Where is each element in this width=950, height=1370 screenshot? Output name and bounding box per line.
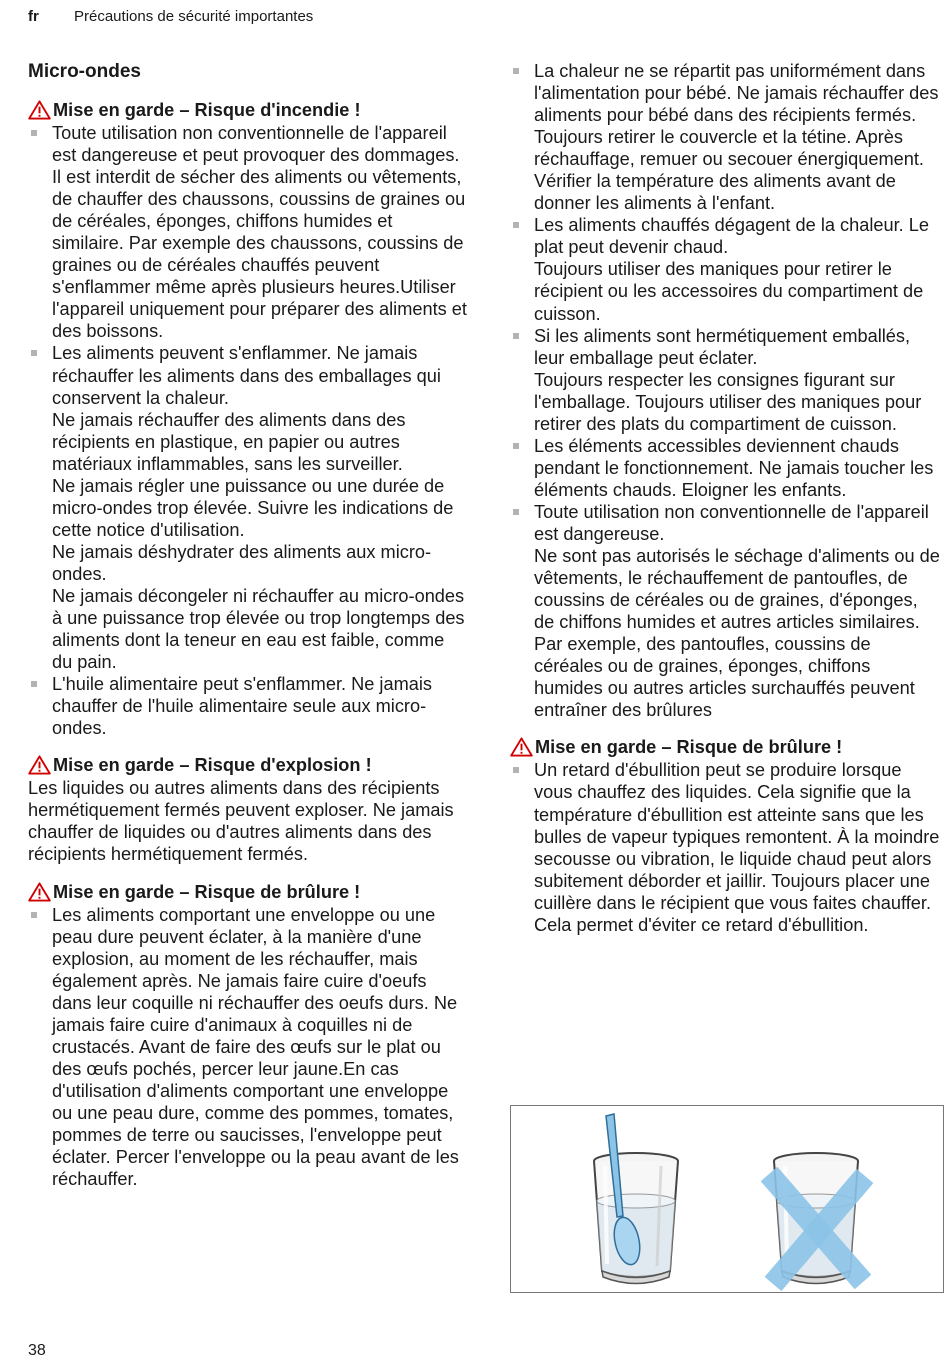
list-item xyxy=(510,501,942,721)
warning-triangle-icon xyxy=(28,100,51,120)
item-paragraph: Les aliments peuvent s'enflammer. Ne jamais réchauffer les aliments dans des emballages qui conservent la chaleur. xyxy=(52,343,441,408)
item-paragraph: Les aliments comportant une enveloppe ou une peau dure peuvent éclater, à la manière d'une explosion, au moment de les réchauffer, mais également après. Ne jamais faire cuire d'oeufs dans leur coquille ni réchauffer des oeufs durs. Ne jamais faire cuire d'animaux à coquilles ni de crustacés. Avant de faire des œufs sur le plat ou des œufs pochés, percer leur jaune.En cas d'utilisation d'aliments comportant une enveloppe ou une peau dure, comme des pommes, tomates, pommes de terre ou saucisses, l'enveloppe peut éclater. Percer l'enveloppe ou la peau avant de les réchauffer. xyxy=(52,904,459,1190)
warning-heading-text: Mise en garde – Risque d'incendie ! xyxy=(53,100,361,120)
fire-warning-list xyxy=(28,122,468,739)
explosion-warning-heading xyxy=(28,753,468,777)
list-item xyxy=(510,60,942,214)
fire-warning xyxy=(28,98,468,739)
warning-heading-text: Mise en garde – Risque de brûlure ! xyxy=(53,881,361,902)
list-item xyxy=(28,342,468,673)
item-paragraph: Ne sont pas autorisés le séchage d'aliments ou de vêtements, le réchauffement de pantoufles, de coussins de céréales ou de graines, d'éponges, de chiffons humides et autres articles similaires. xyxy=(534,546,940,633)
item-paragraph: Ne jamais réchauffer des aliments dans des récipients en plastique, en papier ou autres matériaux inflammables, sans les surveiller. xyxy=(52,409,406,474)
item-paragraph: Toute utilisation non conventionnelle de l'appareil est dangereuse. xyxy=(534,501,929,544)
list-item xyxy=(28,673,468,739)
item-paragraph: Toujours respecter les consignes figurant sur l'emballage. Toujours utiliser des maniques pour retirer des plats du compartiment de cuisson. xyxy=(534,369,922,434)
item-paragraph: Par exemple, des pantoufles, coussins de céréales ou de graines, éponges, chiffons humides ou autres articles surchauffés peuvent entraîner des brûlures xyxy=(534,634,915,721)
item-paragraph: Il est interdit de sécher des aliments ou vêtements, de chauffer des chaussons, coussins de graines ou de céréales, éponges, chiffons humides et similaire. Par exemple des chaussons, coussins de graines ou de céréales chauffés peuvent s'enflammer même après plusieurs heures.Utiliser l'appareil uniquement pour préparer des aliments et des boissons. xyxy=(52,167,467,342)
burn-warning-heading xyxy=(510,735,942,759)
item-paragraph: L'huile alimentaire peut s'enflammer. Ne jamais chauffer de l'huile alimentaire seule aux micro-ondes. xyxy=(52,674,432,739)
right-warning-list xyxy=(510,60,942,721)
burn-warning xyxy=(28,880,468,1191)
right-column xyxy=(510,60,942,950)
warning-triangle-icon xyxy=(28,755,51,775)
language-code: fr xyxy=(28,8,39,25)
list-item xyxy=(510,759,942,935)
glasses-illustration xyxy=(511,1106,943,1292)
section-title: Micro-ondes xyxy=(28,61,141,82)
chapter-title: Précautions de sécurité importantes xyxy=(74,8,314,25)
list-item xyxy=(510,214,942,324)
burn-warning-list xyxy=(28,904,468,1191)
item-paragraph: La chaleur ne se répartit pas uniformément dans l'alimentation pour bébé. Ne jamais réchauffer des aliments pour bébé dans des récipients fermés. Toujours retirer le couvercle et la tétine. Après réchauffage, remuer ou secouer énergiquement. Vérifier la température des aliments avant de donner les aliments à l'enfant. xyxy=(534,61,939,214)
burn-warning-list xyxy=(510,759,942,935)
warning-heading-text: Mise en garde – Risque d'explosion ! xyxy=(53,755,372,776)
warning-heading-text: Mise en garde – Risque de brûlure ! xyxy=(535,737,843,758)
item-paragraph: Ne jamais régler une puissance ou une durée de micro-ondes trop élevée. Suivre les indications de cette notice d'utilisation. xyxy=(52,475,454,540)
burn-warning-heading xyxy=(28,880,468,904)
fire-warning-heading xyxy=(28,98,468,122)
continued-fire-list xyxy=(510,60,942,721)
list-item xyxy=(28,122,468,342)
left-column xyxy=(28,60,468,1204)
glass-with-spoon-icon xyxy=(594,1114,678,1284)
list-item xyxy=(28,904,468,1191)
warning-triangle-icon xyxy=(510,737,533,757)
explosion-warning xyxy=(28,753,468,865)
item-paragraph: Ne jamais déshydrater des aliments aux micro-ondes. xyxy=(52,541,432,584)
list-item xyxy=(510,435,942,501)
item-paragraph: Un retard d'ébullition peut se produire lorsque vous chauffez des liquides. Cela signifie que la température d'ébullition est atteinte sans que les bulles de vapeur typiques remontent. À la moindre secousse ou vibration, le liquide chaud peut alors subitement déborder et jaillir. Toujours placer une cuillère dans le récipient que vous faites chauffer. Cela permet d'éviter ce retard d'ébullition. xyxy=(534,760,940,935)
explosion-text: Les liquides ou autres aliments dans des récipients hermétiquement fermés peuvent exploser. Ne jamais chauffer de liquides ou d'autres aliments dans des récipients hermétiquement fermés. xyxy=(28,778,454,865)
boiling-illustration xyxy=(510,1105,944,1293)
item-paragraph: Toujours utiliser des maniques pour retirer le récipient ou les accessoires du compartiment de cuisson. xyxy=(534,259,924,324)
boiling-burn-warning xyxy=(510,735,942,935)
page-number: 38 xyxy=(28,1342,46,1359)
page-header xyxy=(28,8,314,25)
item-paragraph: Les aliments chauffés dégagent de la chaleur. Le plat peut devenir chaud. xyxy=(534,215,930,258)
glass-crossed-out-icon xyxy=(769,1153,865,1284)
warning-triangle-icon xyxy=(28,882,51,902)
item-paragraph: Les éléments accessibles deviennent chauds pendant le fonctionnement. Ne jamais toucher les éléments chauds. Eloigner les enfants. xyxy=(534,435,934,500)
item-paragraph: Ne jamais décongeler ni réchauffer au micro-ondes à une puissance trop élevée ou trop longtemps des aliments dont la teneur en eau est faible, comme du pain. xyxy=(52,585,465,673)
list-item xyxy=(510,325,942,435)
item-paragraph: Toute utilisation non conventionnelle de l'appareil est dangereuse et peut provoquer des dommages. xyxy=(52,123,460,166)
item-paragraph: Si les aliments sont hermétiquement emballés, leur emballage peut éclater. xyxy=(534,325,911,368)
